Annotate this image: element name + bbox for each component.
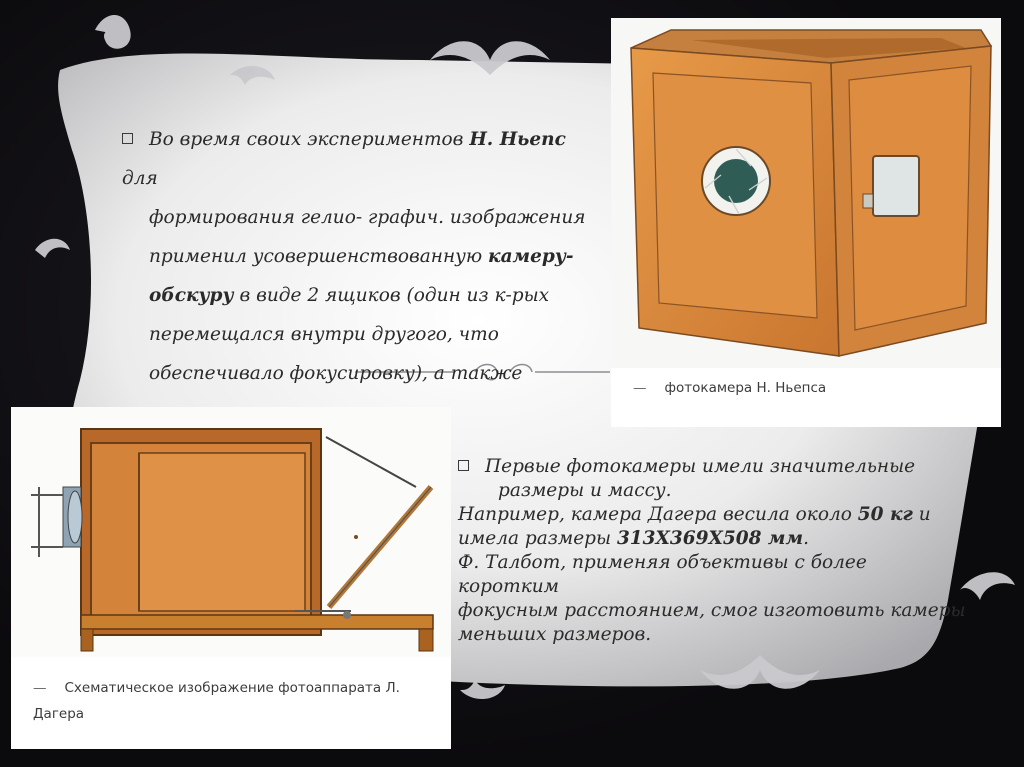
bullet1-line-5: перемещался внутри другого, что — [149, 324, 499, 345]
checkbox-bullet-icon — [458, 460, 469, 471]
scroll-ornament-7 — [35, 239, 70, 258]
bullet2-line-3: Например, камера Дагера весила около 50 кг и — [458, 504, 931, 525]
bullet1-line-1: Во время своих экспериментов Н. Ньепс для — [122, 129, 566, 189]
figure-niepce-caption: — фотокамера Н. Ньепса — [633, 380, 827, 396]
bullet2-line-5: Ф. Талбот, применяя объективы с более коротким — [458, 552, 867, 597]
checkbox-bullet-icon — [122, 133, 133, 144]
bullet1-line-4: обскуру в виде 2 ящиков (один из к-рых — [149, 285, 550, 306]
bullet2-line-2: размеры и массу. — [498, 480, 672, 501]
bullet2-line-1: Первые фотокамеры имели значительные — [458, 455, 968, 479]
bullet2-line-4: имела размеры 313Х369Х508 мм. — [458, 528, 810, 549]
scroll-ornament-6 — [960, 572, 1015, 600]
bullet1-line-6: обеспечивало фокусировку), а также — [149, 363, 523, 384]
figure-niepce-camera — [611, 18, 1001, 427]
scroll-ornament-1 — [95, 15, 131, 49]
bullet1-line-3: применил усовершенствованную камеру- — [149, 246, 574, 267]
figure-daguerre-caption: — Схематическое изображение фотоаппарата Л. Дагера — [33, 680, 400, 722]
bullet2-line-6: фокусным расстоянием, смог изготовить камеры — [458, 600, 966, 621]
daguerre-camera-illustration — [11, 407, 451, 657]
bullet1-line-2: формирования гелио- графич. изображения — [149, 207, 586, 228]
niepce-camera-illustration — [611, 18, 1001, 368]
bullet2-line-7: меньших размеров. — [458, 624, 652, 645]
figure-daguerre-camera — [11, 407, 451, 749]
bullet-paragraph-2 — [458, 455, 968, 647]
